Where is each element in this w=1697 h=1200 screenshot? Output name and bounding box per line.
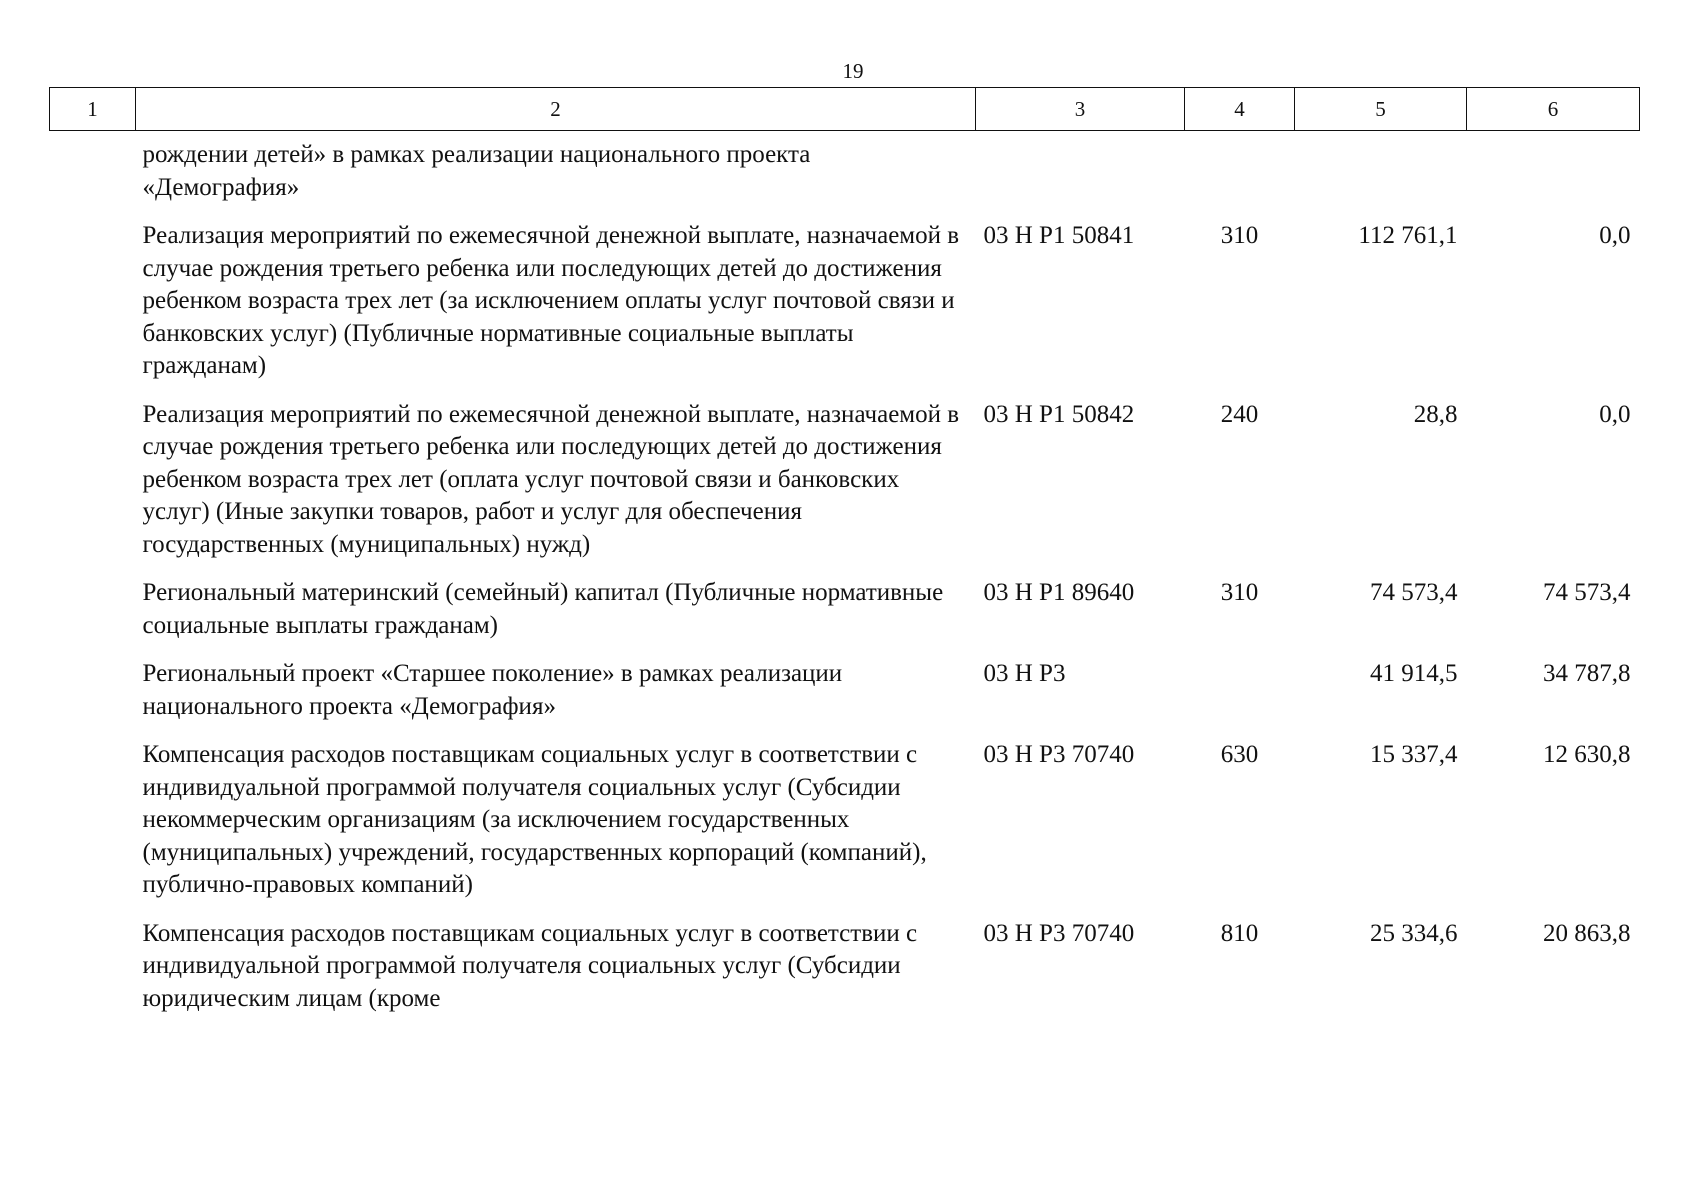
row-sum-2: 0,0 bbox=[1599, 222, 1631, 249]
column-header-3: 3 bbox=[976, 88, 1185, 131]
row-sum-2: 12 630,8 bbox=[1543, 741, 1631, 768]
row-sum-2 bbox=[1467, 131, 1640, 205]
budget-table bbox=[49, 87, 1640, 1015]
row-code: 03 Н Р1 89640 bbox=[983, 579, 1135, 606]
column-header-6: 6 bbox=[1467, 88, 1640, 131]
row-code: 03 Н Р3 bbox=[983, 660, 1066, 687]
row-expense-type bbox=[1185, 642, 1295, 723]
header-row bbox=[50, 88, 1640, 131]
column-header-4: 4 bbox=[1185, 88, 1295, 131]
row-code bbox=[976, 131, 1185, 205]
row-name: Реализация мероприятий по ежемесячной денежной выплате, назначаемой в случае рождения третьего ребенка или последующих детей до достижения ребенком возраста трех лет (оплата услуг почтовой связи и банковских услуг) (Иные закупки товаров, работ и услуг для обеспечения государственных (муниципальных) нужд) bbox=[142, 400, 960, 558]
row-name: Реализация мероприятий по ежемесячной денежной выплате, назначаемой в случае рождения третьего ребенка или последующих детей до достижения ребенком возраста трех лет (за исключением оплаты услуг почтовой связи и банковских услуг) (Публичные нормативные социальные выплаты гражданам) bbox=[142, 222, 960, 379]
row-code: 03 Н Р1 50842 bbox=[983, 400, 1135, 428]
column-header-1: 1 bbox=[50, 88, 136, 131]
row-name: Региональный проект «Старшее поколение» в рамках реализации национального проекта «Демография» bbox=[142, 660, 843, 720]
row-name: Региональный материнский (семейный) капитал (Публичные нормативные социальные выплаты гражданам) bbox=[142, 579, 944, 639]
table-row bbox=[50, 204, 1640, 383]
row-code: 03 Н Р3 70740 bbox=[983, 741, 1135, 768]
table-row bbox=[50, 642, 1640, 723]
row-expense-type bbox=[1185, 131, 1295, 205]
table-header bbox=[50, 88, 1640, 131]
row-name: Компенсация расходов поставщикам социальных услуг в соответствии с индивидуальной программой получателя социальных услуг (Субсидии некоммерческим организациям (за исключением государственных (муниципальных) учреждений, государственных корпораций (компаний), публично-правовых компаний) bbox=[142, 741, 927, 898]
row-sum-1: 74 573,4 bbox=[1370, 579, 1458, 606]
row-sum-2: 20 863,8 bbox=[1543, 919, 1631, 947]
row-code: 03 Н Р3 70740 bbox=[983, 919, 1135, 947]
row-sum-1: 28,8 bbox=[1413, 400, 1458, 428]
row-sum-1: 41 914,5 bbox=[1370, 660, 1458, 687]
row-expense-type: 810 bbox=[1220, 919, 1259, 947]
table-row bbox=[50, 131, 1640, 205]
row-sum-2: 74 573,4 bbox=[1543, 579, 1631, 606]
page-number: 19 bbox=[842, 59, 864, 83]
row-sum-1: 112 761,1 bbox=[1358, 222, 1458, 249]
row-sum-2: 0,0 bbox=[1599, 400, 1631, 428]
column-header-2: 2 bbox=[136, 88, 976, 131]
row-expense-type: 630 bbox=[1220, 741, 1259, 768]
row-sum-1 bbox=[1295, 131, 1467, 205]
column-header-5: 5 bbox=[1295, 88, 1467, 131]
table-row bbox=[50, 561, 1640, 642]
row-expense-type: 310 bbox=[1220, 222, 1259, 249]
table-row bbox=[50, 902, 1640, 1016]
row-sum-1: 25 334,6 bbox=[1370, 919, 1458, 947]
table-row bbox=[50, 383, 1640, 562]
table-row bbox=[50, 723, 1640, 902]
row-name: Компенсация расходов поставщикам социальных услуг в соответствии с индивидуальной программой получателя социальных услуг (Субсидии юридическим лицам (кроме bbox=[142, 919, 918, 1012]
table-body bbox=[50, 131, 1640, 1016]
row-expense-type: 310 bbox=[1220, 579, 1259, 606]
row-expense-type: 240 bbox=[1220, 400, 1259, 428]
row-code: 03 Н Р1 50841 bbox=[983, 222, 1135, 249]
row-name: рождении детей» в рамках реализации национального проекта «Демография» bbox=[142, 141, 811, 201]
row-sum-1: 15 337,4 bbox=[1370, 741, 1458, 768]
row-sum-2: 34 787,8 bbox=[1543, 660, 1631, 687]
